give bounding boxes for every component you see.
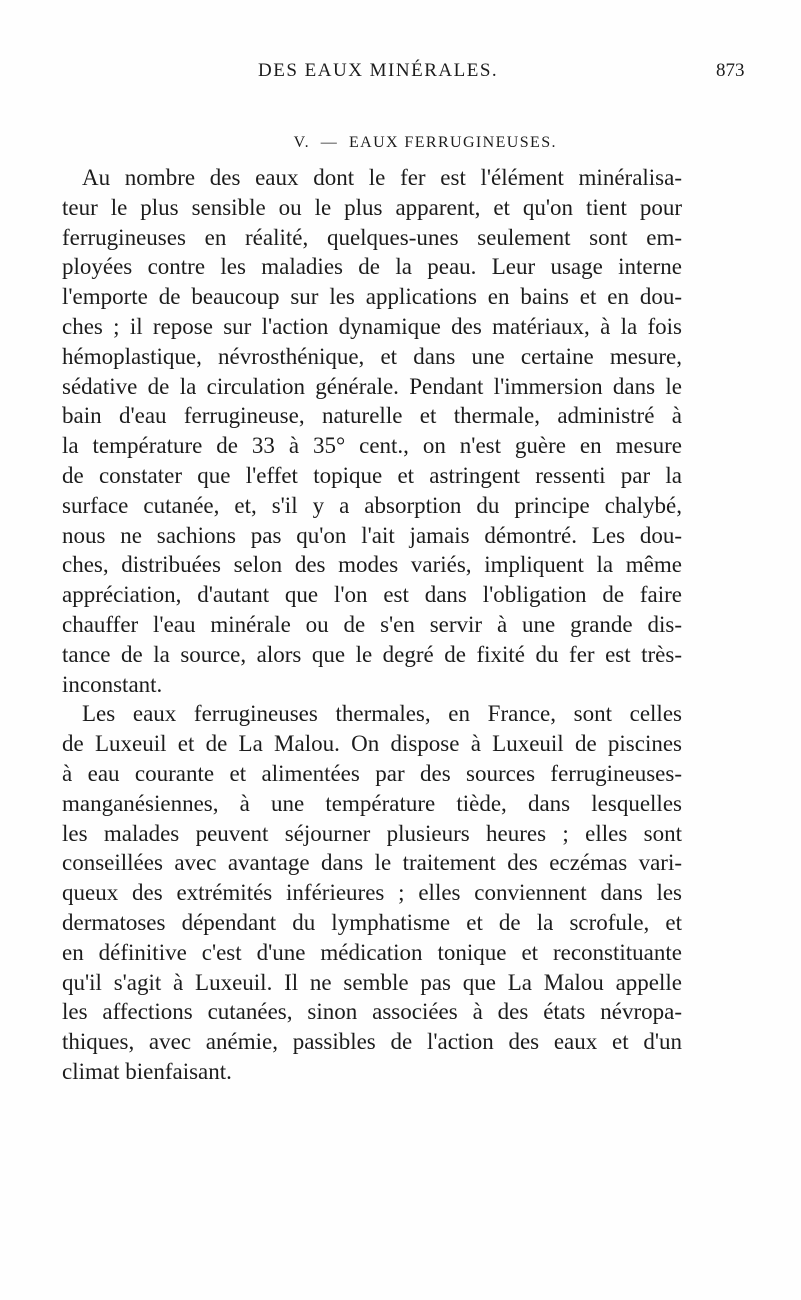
section-heading-text: V. — EAUX FERRUGINEUSES. — [293, 134, 557, 151]
text-line: nous ne sachions pas qu'on l'ait jamais démontré. Les dou- — [62, 522, 682, 548]
text-line: la température de 33 à 35° cent., on n'est guère en mesure — [62, 433, 682, 459]
text-line: l'emporte de beaucoup sur les applications en bains et en dou- — [62, 284, 682, 310]
page-number: 873 — [716, 60, 745, 81]
text-line: teur le plus sensible ou le plus apparent, et qu'on tient pour — [62, 194, 682, 220]
running-head — [0, 60, 801, 84]
text-line: sédative de la circulation générale. Pendant l'immersion dans le — [62, 373, 682, 399]
text-line: de Luxeuil et de La Malou. On dispose à Luxeuil de piscines — [62, 731, 682, 757]
text-line: thiques, avec anémie, passibles de l'action des eaux et d'un — [62, 1029, 682, 1055]
text-line: ployées contre les maladies de la peau. Leur usage interne — [62, 254, 682, 280]
text-line: tance de la source, alors que le degré de fixité du fer est très- — [62, 641, 682, 667]
text-line: inconstant. — [62, 671, 163, 697]
section-heading — [0, 116, 801, 170]
text-line: appréciation, d'autant que l'on est dans l'obligation de faire — [62, 582, 682, 608]
text-line: Au nombre des eaux dont le fer est l'élément minéralisa- — [82, 165, 682, 190]
text-line: les malades peuvent séjourner plusieurs heures ; elles sont — [62, 820, 682, 846]
running-title: DES EAUX MINÉRALES. — [258, 60, 499, 81]
text-line: les affections cutanées, sinon associées à des états névropa- — [62, 999, 682, 1025]
text-line: surface cutanée, et, s'il y a absorption du principe chalybé, — [62, 492, 682, 518]
paragraph-2 — [62, 699, 682, 1086]
text-line: conseillées avec avantage dans le traitement des eczémas vari- — [62, 850, 682, 876]
text-line: qu'il s'agit à Luxeuil. Il ne semble pas que La Malou appelle — [62, 969, 682, 995]
text-line: hémoplastique, névrosthénique, et dans une certaine mesure, — [62, 343, 682, 369]
text-line: en définitive c'est d'une médication tonique et reconstituante — [62, 939, 682, 965]
text-line: de constater que l'effet topique et astringent ressenti par la — [62, 462, 682, 488]
text-line: ches ; il repose sur l'action dynamique des matériaux, à la fois — [62, 313, 682, 339]
text-line: Les eaux ferrugineuses thermales, en France, sont celles — [82, 701, 682, 727]
text-line: ches, distribuées selon des modes variés, impliquent la même — [62, 552, 682, 578]
text-line: chauffer l'eau minérale ou de s'en servir à une grande dis- — [62, 611, 682, 637]
text-line: ferrugineuses en réalité, quelques-unes seulement sont em- — [62, 224, 682, 250]
paragraph-1 — [62, 163, 682, 699]
text-line: queux des extrémités inférieures ; elles conviennent dans les — [62, 880, 682, 906]
text-line: manganésiennes, à une température tiède, dans lesquelles — [62, 790, 682, 816]
text-line: à eau courante et alimentées par des sources ferrugineuses- — [62, 760, 682, 786]
text-line: dermatoses dépendant du lymphatisme et de la scrofule, et — [62, 909, 682, 935]
body-text — [62, 163, 682, 1087]
text-line: climat bienfaisant. — [62, 1058, 232, 1084]
text-line: bain d'eau ferrugineuse, naturelle et thermale, administré à — [62, 403, 682, 429]
